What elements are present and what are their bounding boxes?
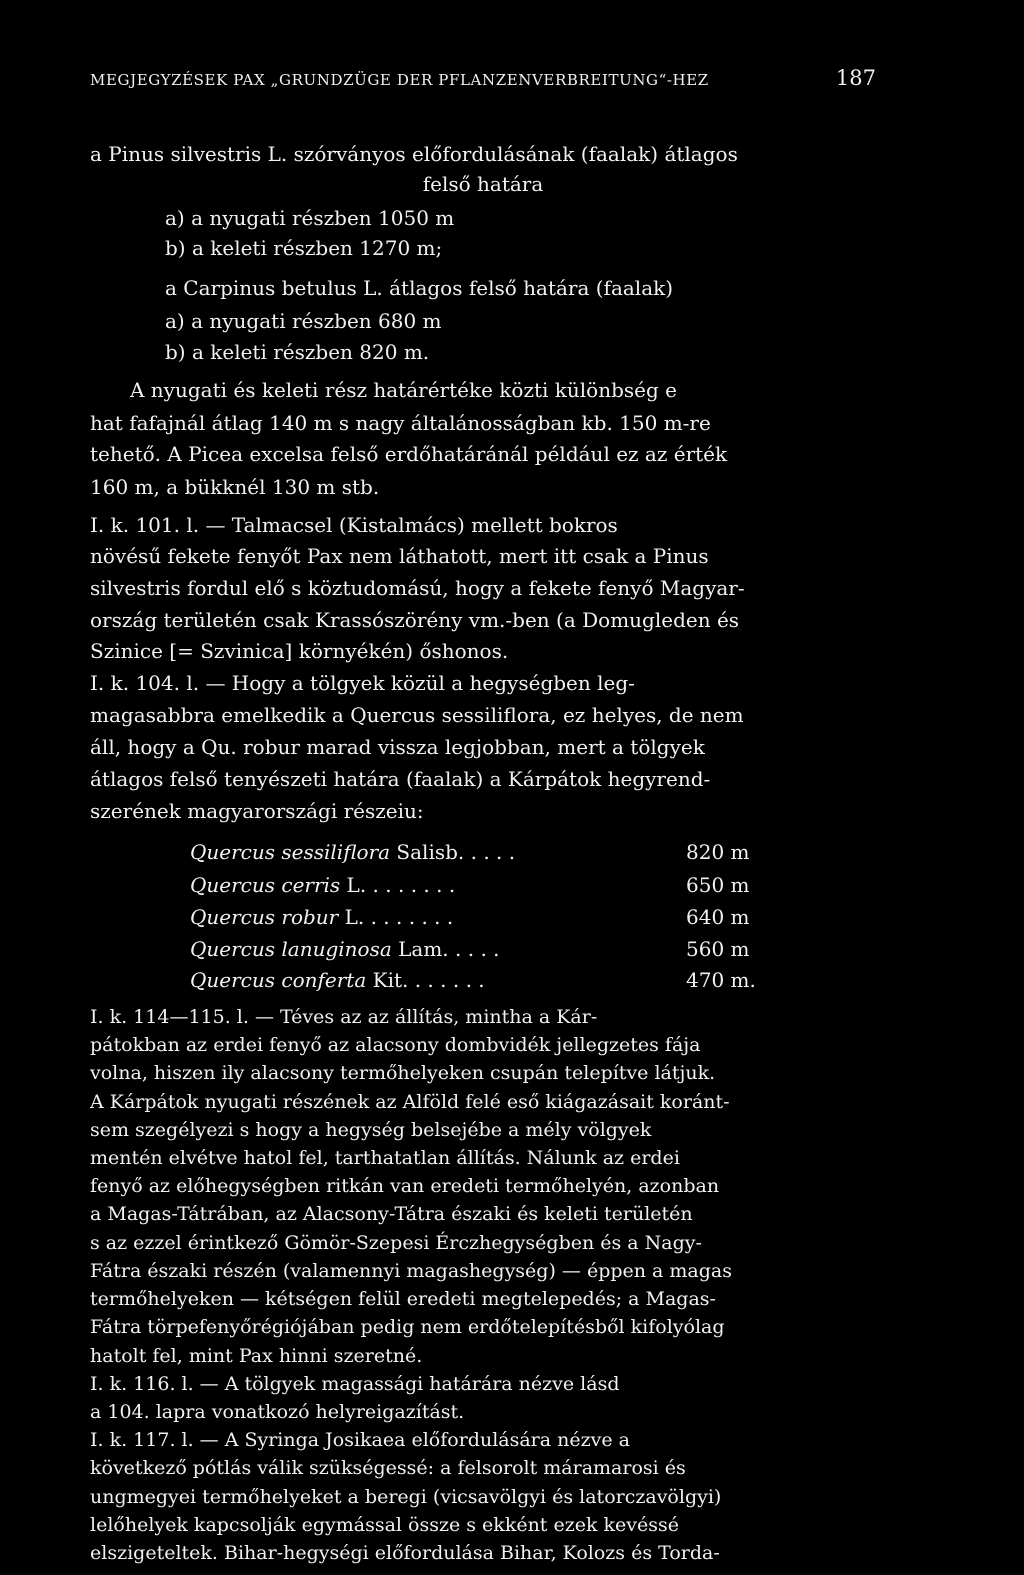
table-row [190, 870, 876, 900]
species-name: Quercus lanuginosa Lam. . . . . [190, 937, 500, 961]
table-row [190, 902, 876, 932]
running-title: MEGJEGYZÉSEK PAX „GRUNDZÜGE DER PFLANZENVERBREITUNG“-HEZ [90, 71, 709, 89]
text-line: Fátra északi részén (valamennyi magashegység) — éppen a magas [90, 1260, 732, 1282]
table-row [190, 837, 876, 867]
text-line: a) a nyugati részben 680 m [165, 309, 442, 333]
text-line: I. k. 117. l. — A Syringa Josikaea előfordulására nézve a [90, 1429, 630, 1451]
text-line: lelőhelyek kapcsolják egymással össze s ekként ezek kevéssé [90, 1514, 680, 1536]
text-line: a Magas-Tátrában, az Alacsony-Tátra északi és keleti területén [90, 1203, 693, 1225]
text-line: a 104. lapra vonatkozó helyreigazítást. [90, 1401, 465, 1423]
text-line: I. k. 101. l. — Talmacsel (Kistalmács) mellett bokros [90, 513, 618, 537]
species-name: Quercus robur L. . . . . . . . [190, 905, 454, 929]
text-line: I. k. 116. l. — A tölgyek magassági határára nézve lásd [90, 1373, 620, 1395]
text-line: I. k. 114—115. l. — Téves az az állítás, mintha a Kár- [90, 1006, 598, 1028]
text-line: pátokban az erdei fenyő az alacsony dombvidék jellegzetes fája [90, 1034, 701, 1056]
text-line: b) a keleti részben 1270 m; [165, 236, 443, 260]
text-line: 160 m, a bükknél 130 m stb. [90, 475, 380, 499]
text-line: a Pinus silvestris L. szórványos előfordulásának (faalak) átlagos [90, 142, 738, 166]
height-value: 650 m [686, 873, 750, 897]
text-line: volna, hiszen ily alacsony termőhelyeken csupán telepítve látjuk. [90, 1062, 716, 1084]
text-line: mentén elvétve hatol fel, tarthatatlan állítás. Nálunk az erdei [90, 1147, 680, 1169]
height-value: 470 m. [686, 968, 756, 992]
text-line: ország területén csak Krassószörény vm.-ben (a Domugleden és [90, 608, 740, 632]
text-line: Fátra törpefenyőrégiójában pedig nem erdőtelepítésből kifolyólag [90, 1316, 725, 1338]
text-line: hatolt fel, mint Pax hinni szeretné. [90, 1345, 423, 1367]
text-line: A nyugati és keleti rész határértéke közti különbség e [130, 378, 677, 402]
text-line: következő pótlás válik szükségessé: a felsorolt máramarosi és [90, 1457, 686, 1479]
text-line: növésű fekete fenyőt Pax nem láthatott, mert itt csak a Pinus [90, 544, 709, 568]
species-name: Quercus conferta Kit. . . . . . . [190, 968, 485, 992]
text-line: a) a nyugati részben 1050 m [165, 206, 455, 230]
text-line: b) a keleti részben 820 m. [165, 340, 430, 364]
text-line: elszigeteltek. Bihar-hegységi előfordulása Bihar, Kolozs és Torda- [90, 1542, 720, 1564]
text-line: szerének magyarországi részeiu: [90, 799, 424, 823]
text-line: a Carpinus betulus L. átlagos felső határa (faalak) [165, 276, 674, 300]
table-row [190, 965, 876, 995]
text-line: átlagos felső tenyészeti határa (faalak) a Kárpátok hegyrend- [90, 767, 711, 791]
species-name: Quercus sessiliflora Salisb. . . . . [190, 840, 516, 864]
text-line: s az ezzel érintkező Gömör-Szepesi Érczhegységben és a Nagy- [90, 1232, 702, 1254]
text-line: silvestris fordul elő s köztudomású, hogy a fekete fenyő Magyar- [90, 576, 745, 600]
text-line: hat fafajnál átlag 140 m s nagy általánosságban kb. 150 m-re [90, 411, 711, 435]
text-line: áll, hogy a Qu. robur marad vissza legjobban, mert a tölgyek [90, 735, 705, 759]
text-line: termőhelyeken — kétségen felül eredeti megtelepedés; a Magas- [90, 1288, 716, 1310]
height-value: 560 m [686, 937, 750, 961]
table-row [190, 934, 876, 964]
height-value: 820 m [686, 840, 750, 864]
text-line: Szinice [= Szvinica] környékén) őshonos. [90, 639, 509, 663]
text-line: tehető. A Picea excelsa felső erdőhatáránál például ez az érték [90, 442, 728, 466]
text-line: sem szegélyezi s hogy a hegység belsejébe a mély völgyek [90, 1119, 652, 1141]
text-line: felső határa [422, 172, 544, 196]
species-name: Quercus cerris L. . . . . . . . [190, 873, 456, 897]
page-header [90, 66, 876, 100]
text-line: fenyő az előhegységben ritkán van eredeti termőhelyén, azonban [90, 1175, 720, 1197]
page-number: 187 [835, 66, 876, 90]
height-value: 640 m [686, 905, 750, 929]
text-line: A Kárpátok nyugati részének az Alföld felé eső kiágazásait koránt- [90, 1091, 730, 1113]
text-line: magasabbra emelkedik a Quercus sessiliflora, ez helyes, de nem [90, 703, 744, 727]
text-line: I. k. 104. l. — Hogy a tölgyek közül a hegységben leg- [90, 671, 635, 695]
text-line: ungmegyei termőhelyeket a beregi (vicsavölgyi és latorczavölgyi) [90, 1486, 722, 1508]
